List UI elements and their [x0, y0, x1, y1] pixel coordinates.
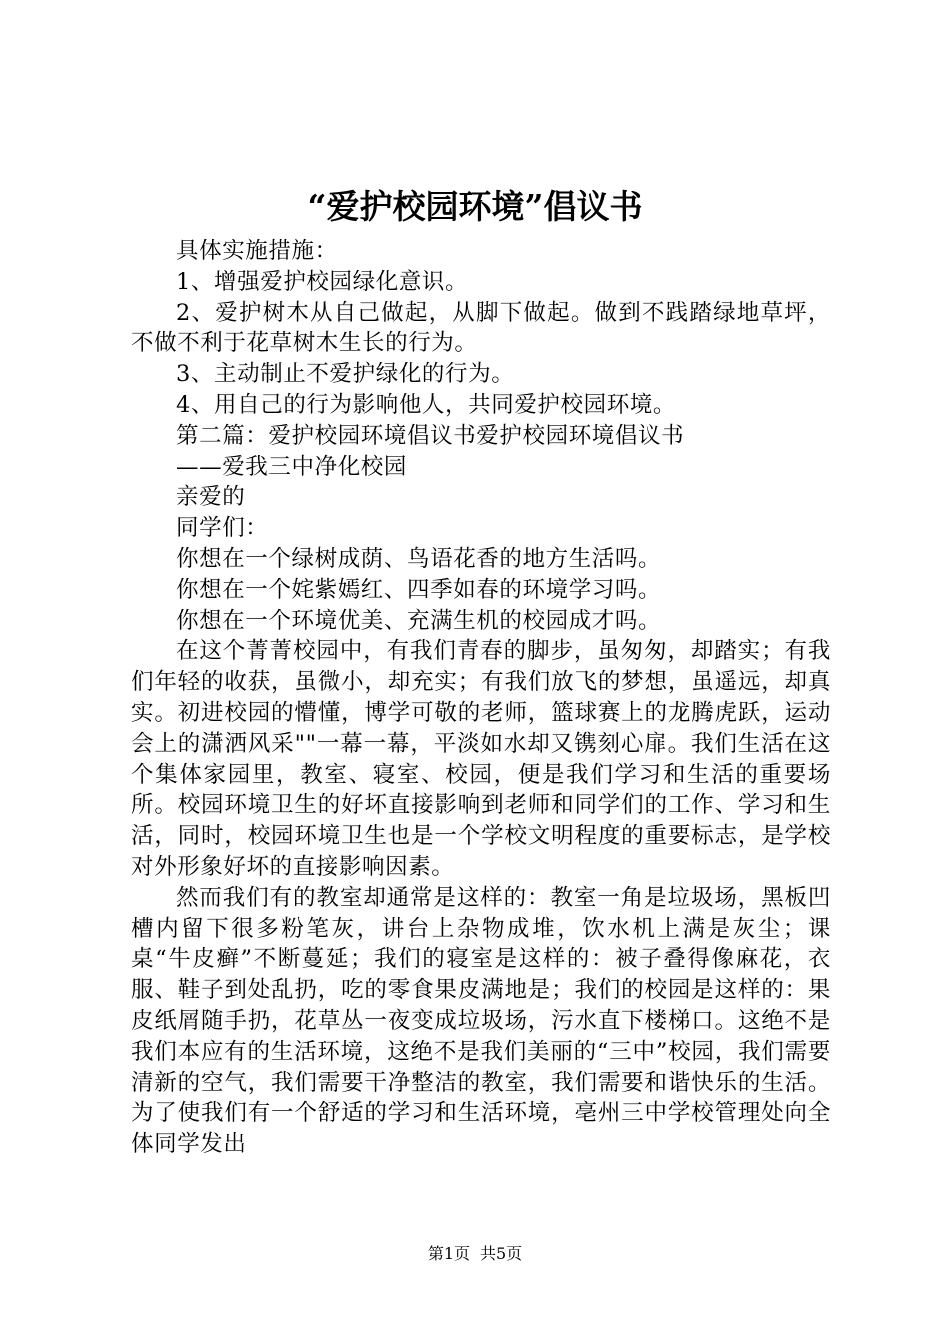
paragraph: 亲爱的 [176, 484, 246, 511]
paragraph: 同学们： [176, 515, 269, 542]
paragraph: 第二篇：爱护校园环境倡议书爱护校园环境倡议书 [176, 422, 685, 449]
paragraph: 1、增强爱护校园绿化意识。 [176, 268, 469, 295]
paragraph: 3、主动制止不爱护绿化的行为。 [176, 361, 515, 388]
page-number: 第1页 [427, 1244, 470, 1263]
paragraph: 2、爱护树木从自己做起，从脚下做起。做到不践踏绿地草坪，不做不利于花草树木生长的行为。 [131, 299, 831, 357]
paragraph: 你想在一个姹紫嫣红、四季如春的环境学习吗。 [176, 576, 662, 603]
page-footer [0, 1243, 950, 1265]
paragraph: 然而我们有的教室却通常是这样的：教室一角是垃圾场，黑板凹槽内留下很多粉笔灰，讲台上杂物成堆，饮水机上满是灰尘；课桌“牛皮癣”不断蔓延；我们的寝室是这样的：被子叠得像麻花，衣服、鞋子到处乱扔，吃的零食果皮满地是；我们的校园是这样的：果皮纸屑随手扔，花草丛一夜变成垃圾场，污水直下楼梯口。这绝不是我们本应有的生活环境，这绝不是我们美丽的“三中”校园，我们需要清新的空气，我们需要干净整洁的教室，我们需要和谐快乐的生活。为了使我们有一个舒适的学习和生活环境，亳州三中学校管理处向全体同学发出 [131, 884, 831, 1158]
document-title: “爱护校园环境”倡议书 [307, 187, 643, 226]
paragraph: 4、用自己的行为影响他人，共同爱护校园环境。 [176, 391, 677, 418]
paragraph: 你想在一个环境优美、充满生机的校园成才吗。 [176, 607, 662, 634]
paragraph: 在这个菁菁校园中，有我们青春的脚步，虽匆匆，却踏实；有我们年轻的收获，虽微小，却充实；有我们放飞的梦想，虽遥远，却真实。初进校园的懵懂，博学可敬的老师，篮球赛上的龙腾虎跃，运动会上的潇洒风采""一幕一幕，平淡如水却又镌刻心扉。我们生活在这个集体家园里，教室、寝室、校园，便是我们学习和生活的重要场所。校园环境卫生的好坏直接影响到老师和同学们的工作、学习和生活，同时，校园环境卫生也是一个学校文明程度的重要标志，是学校对外形象好坏的直接影响因素。 [131, 638, 831, 880]
page-total: 共5页 [480, 1244, 523, 1263]
paragraph: 具体实施措施： [176, 238, 338, 264]
paragraph: ——爱我三中净化校园 [176, 453, 408, 480]
document-body [131, 236, 831, 1160]
paragraph: 你想在一个绿树成荫、鸟语花香的地方生活吗。 [176, 545, 662, 572]
